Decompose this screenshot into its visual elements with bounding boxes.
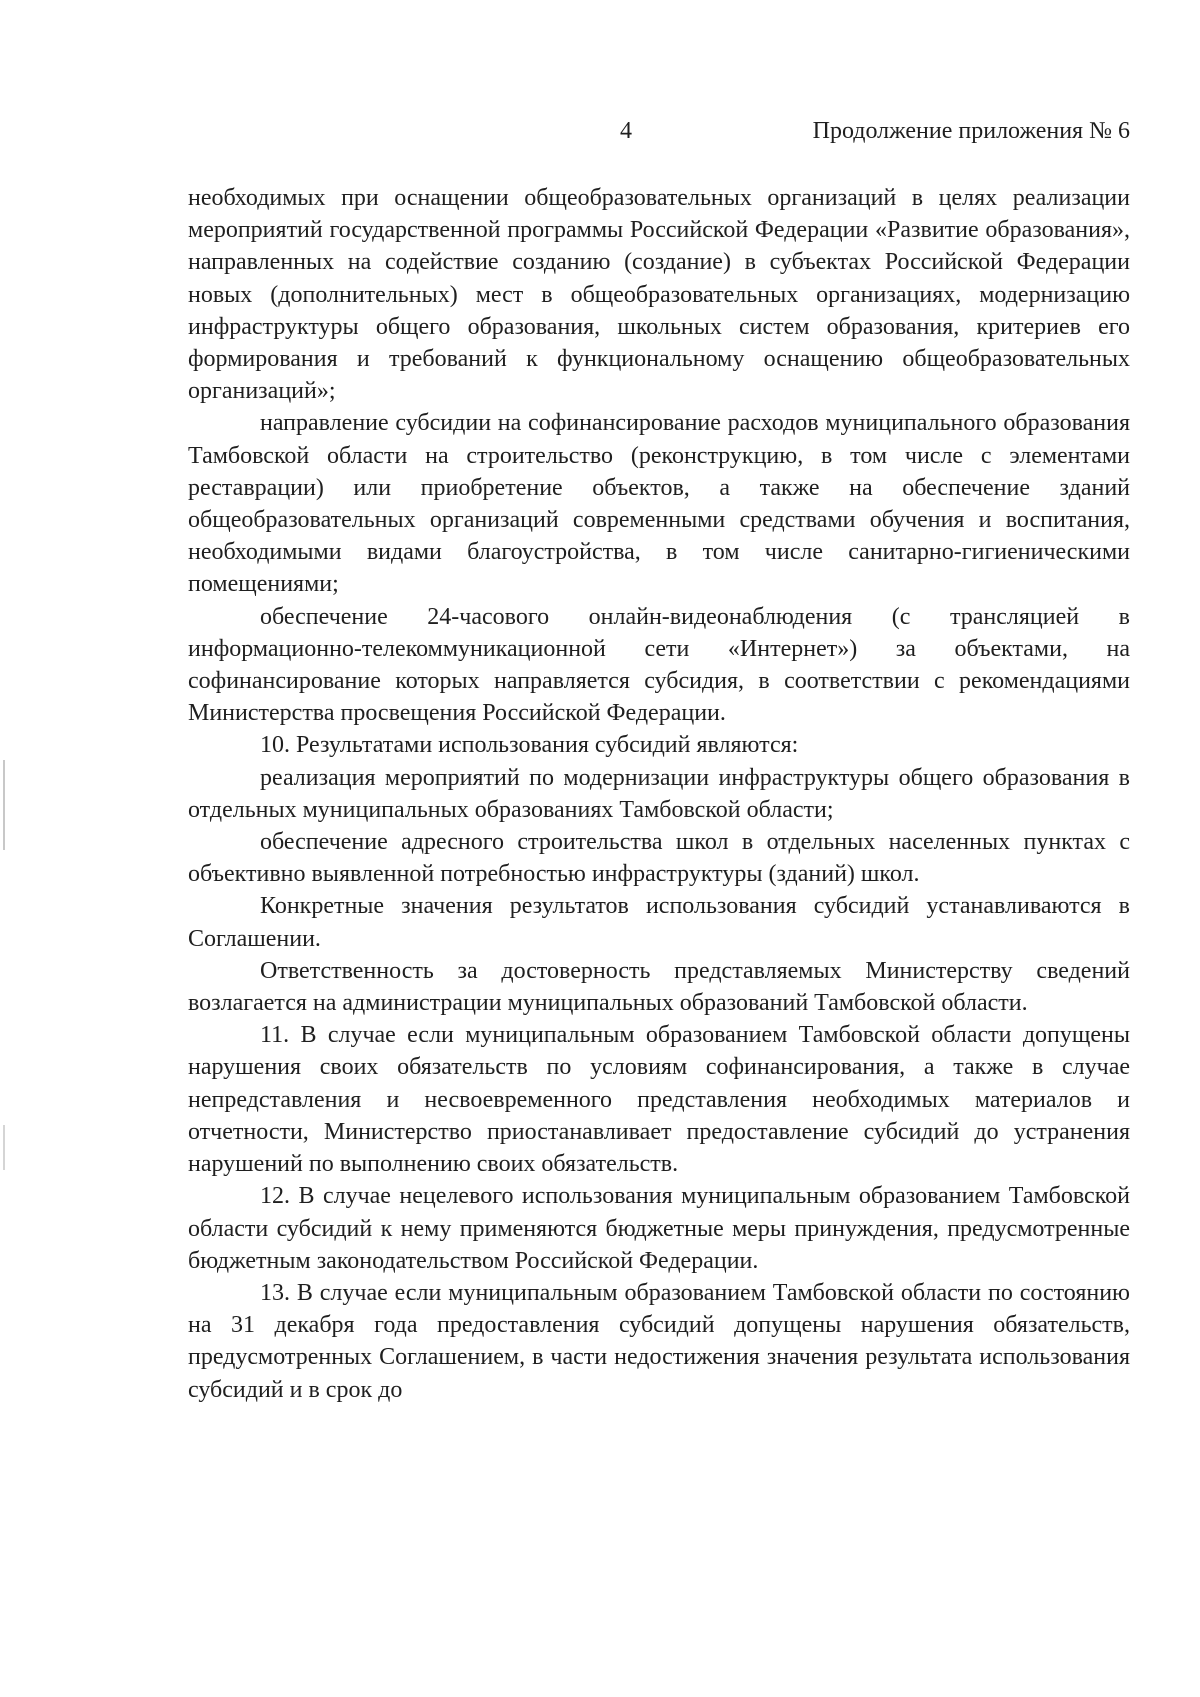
paragraph-text: необходимых при оснащении общеобразовательных организаций в целях реализации мероприятий государственной программы Российской Федерации «Развитие образования», направленных на содействие созданию (создание) в субъектах Российской Федерации новых (дополнительных) мест в общеобразовательных организациях, модернизацию инфраструктуры общего образования, школьных систем образования, критериев его формирования и требований к функциональному оснащению общеобразовательных организаций»; [188, 185, 1130, 405]
paragraph-text: Ответственность за достоверность представляемых Министерству сведений возлагается на администрации муниципальных образований Тамбовской области. [188, 957, 1130, 1017]
scan-edge-mark [3, 1125, 5, 1170]
paragraph-text: обеспечение адресного строительства школ в отдельных населенных пунктах с объективно выявленной потребностью инфраструктуры (зданий) школ. [188, 829, 1130, 888]
paragraph-text: обеспечение 24-часового онлайн-видеонаблюдения (с трансляцией в информационно-телекоммуникационной сети «Интернет») за объектами, на софинансирование которых направляется субсидия, в соответствии с рекомендациями Министерства просвещения Российской Федерации. [188, 603, 1130, 727]
paragraph-text: 13. В случае если муниципальным образованием Тамбовской области по состоянию на 31 декабря года предоставления субсидий допущены нарушения обязательств, предусмотренных Соглашением, в части недостижения значения результата использования субсидий и в срок до [188, 1279, 1130, 1403]
paragraph-text: 10. Результатами использования субсидий являются: [260, 732, 799, 759]
paragraph-text: 11. В случае если муниципальным образованием Тамбовской области допущены нарушения своих обязательств по условиям софинансирования, а также в случае непредставления и несвоевременного представления необходимых материалов и отчетности, Министерство приостанавливает предоставление субсидий до устранения нарушений по выполнению своих обязательств. [188, 1022, 1130, 1178]
paragraph-text: 12. В случае нецелевого использования муниципальным образованием Тамбовской области субсидий к нему применяются бюджетные меры принуждения, предусмотренные бюджетным законодательством Российской Федерации. [188, 1183, 1130, 1274]
scan-edge-mark [3, 760, 5, 850]
paragraph-text: направление субсидии на софинансирование расходов муниципального образования Тамбовской области на строительство (реконструкцию, в том числе с элементами реставрации) или приобретение объектов, а также на обеспечение зданий общеобразовательных организаций современными средствами обучения и воспитания, необходимыми видами благоустройства, в том числе санитарно-гигиеническими помещениями; [188, 410, 1130, 598]
document-body [188, 182, 1130, 1406]
page-header [188, 118, 1130, 154]
paragraph-text: реализация мероприятий по модернизации инфраструктуры общего образования в отдельных муниципальных образованиях Тамбовской области; [188, 764, 1130, 823]
appendix-continuation-label: Продолжение приложения № 6 [812, 118, 1130, 144]
paragraph-text: Конкретные значения результатов использования субсидий устанавливаются в Соглашении. [188, 893, 1130, 952]
page-number: 4 [620, 118, 632, 144]
